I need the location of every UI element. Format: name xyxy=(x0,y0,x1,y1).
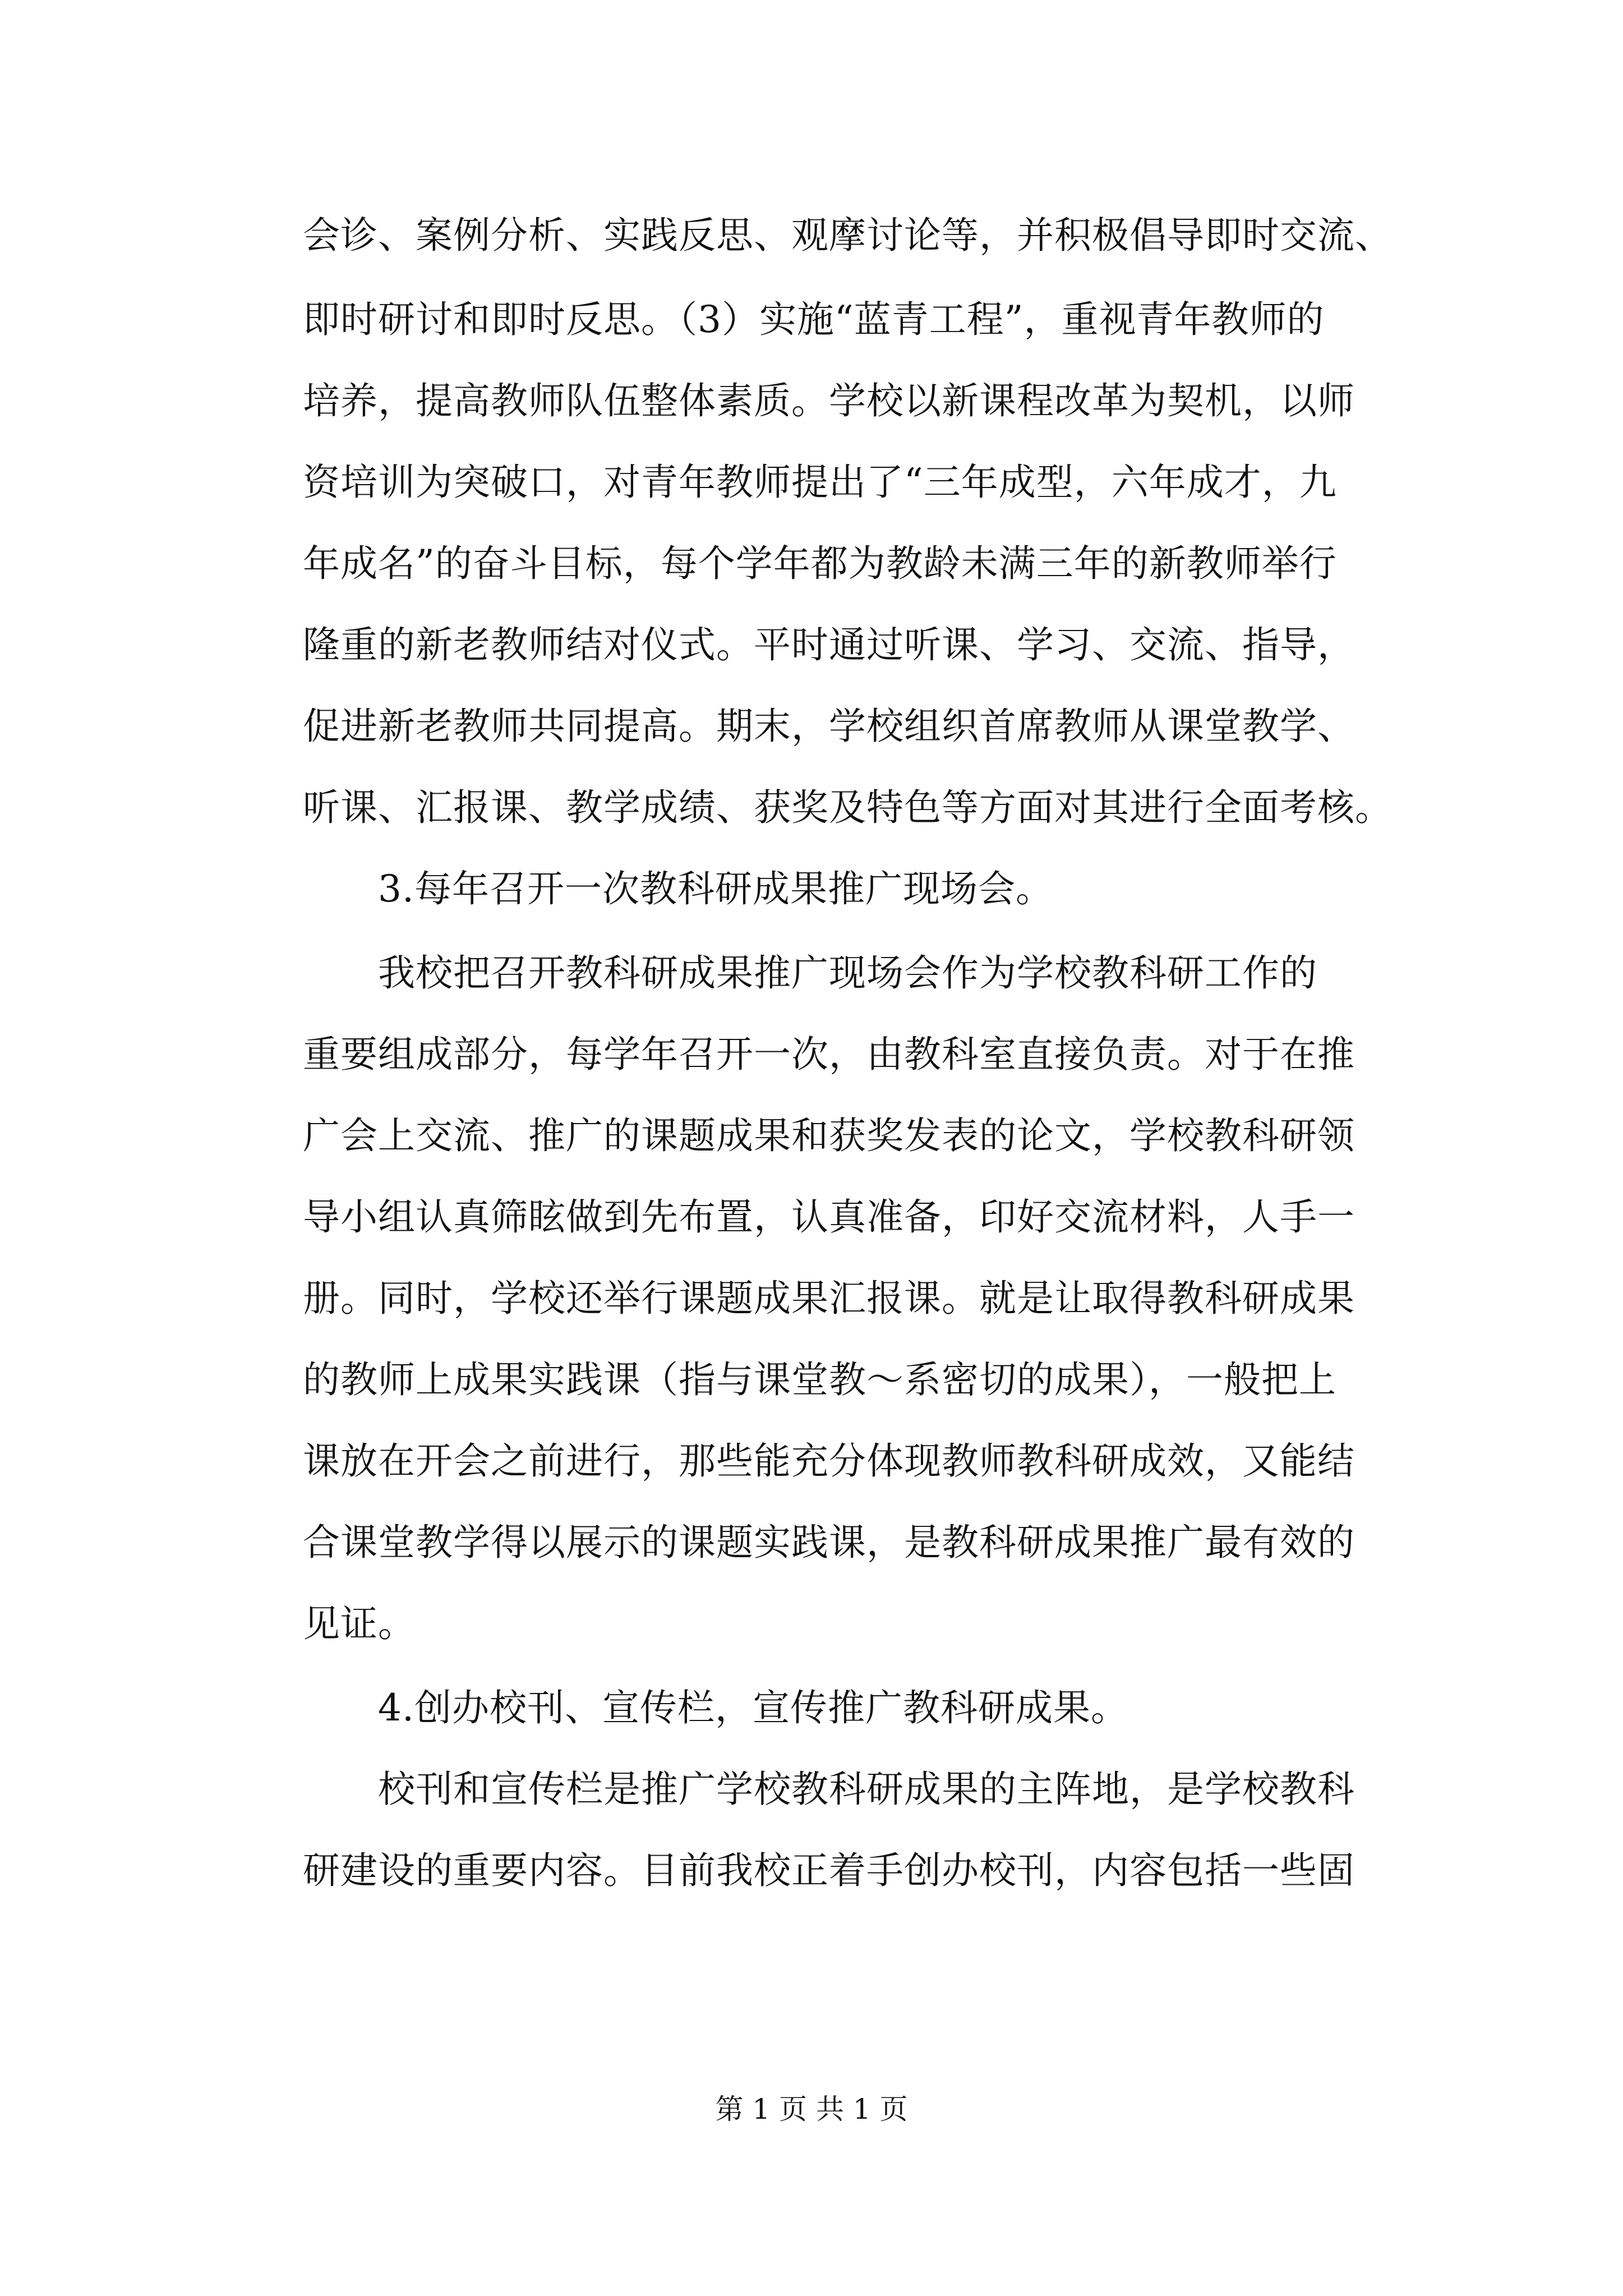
text-line-12: 广会上交流、推广的课题成果和获奖发表的论文，学校教科研领 xyxy=(303,1114,1355,1157)
text-line-13: 导小组认真筛眩做到先布置，认真准备，印好交流材料，人手一 xyxy=(303,1195,1355,1239)
text-line-7: 促进新老教师共同提高。期末，学校组织首席教师从课堂教学、 xyxy=(303,705,1355,748)
text-line-1: 会诊、案例分析、实践反思、观摩讨论等，并积极倡导即时交流、 xyxy=(303,214,1393,257)
text-line-15: 的教师上成果实践课（指与课堂教～系密切的成果），一般把上 xyxy=(303,1358,1336,1401)
section-heading-4: 4.创办校刊、宣传栏，宣传推广教科研成果。 xyxy=(303,1686,1128,1729)
text-line-5: 年成名”的奋斗目标，每个学年都为教龄未满三年的新教师举行 xyxy=(303,542,1337,585)
text-line-8: 听课、汇报课、教学成绩、获奖及特色等方面对其进行全面考核。 xyxy=(303,786,1393,829)
text-line-4: 资培训为突破口，对青年教师提出了“三年成型，六年成才，九 xyxy=(303,461,1337,504)
text-line-20: 校刊和宣传栏是推广学校教科研成果的主阵地，是学校教科 xyxy=(303,1768,1355,1811)
section-heading-3: 3.每年召开一次教科研成果推广现场会。 xyxy=(303,867,1053,910)
text-line-17: 合课堂教学得以展示的课题实践课，是教科研成果推广最有效的 xyxy=(303,1521,1355,1564)
text-line-16: 课放在开会之前进行，那些能充分体现教师教科研成效，又能结 xyxy=(303,1439,1355,1483)
text-line-11: 重要组成部分，每学年召开一次，由教科室直接负责。对于在推 xyxy=(303,1033,1355,1076)
text-line-2: 即时研讨和即时反思。（3）实施“蓝青工程”，重视青年教师的 xyxy=(303,298,1325,341)
page-footer: 第 1 页 共 1 页 xyxy=(715,2093,908,2125)
text-line-14: 册。同时，学校还举行课题成果汇报课。就是让取得教科研成果 xyxy=(303,1277,1355,1320)
text-line-10: 我校把召开教科研成果推广现场会作为学校教科研工作的 xyxy=(303,951,1317,995)
text-line-6: 隆重的新老教师结对仪式。平时通过听课、学习、交流、指导， xyxy=(303,623,1355,666)
text-line-21: 研建设的重要内容。目前我校正着手创办校刊，内容包括一些固 xyxy=(303,1849,1355,1892)
text-line-3: 培养，提高教师队伍整体素质。学校以新课程改革为契机，以师 xyxy=(303,379,1355,422)
text-line-18: 见证。 xyxy=(303,1602,416,1645)
